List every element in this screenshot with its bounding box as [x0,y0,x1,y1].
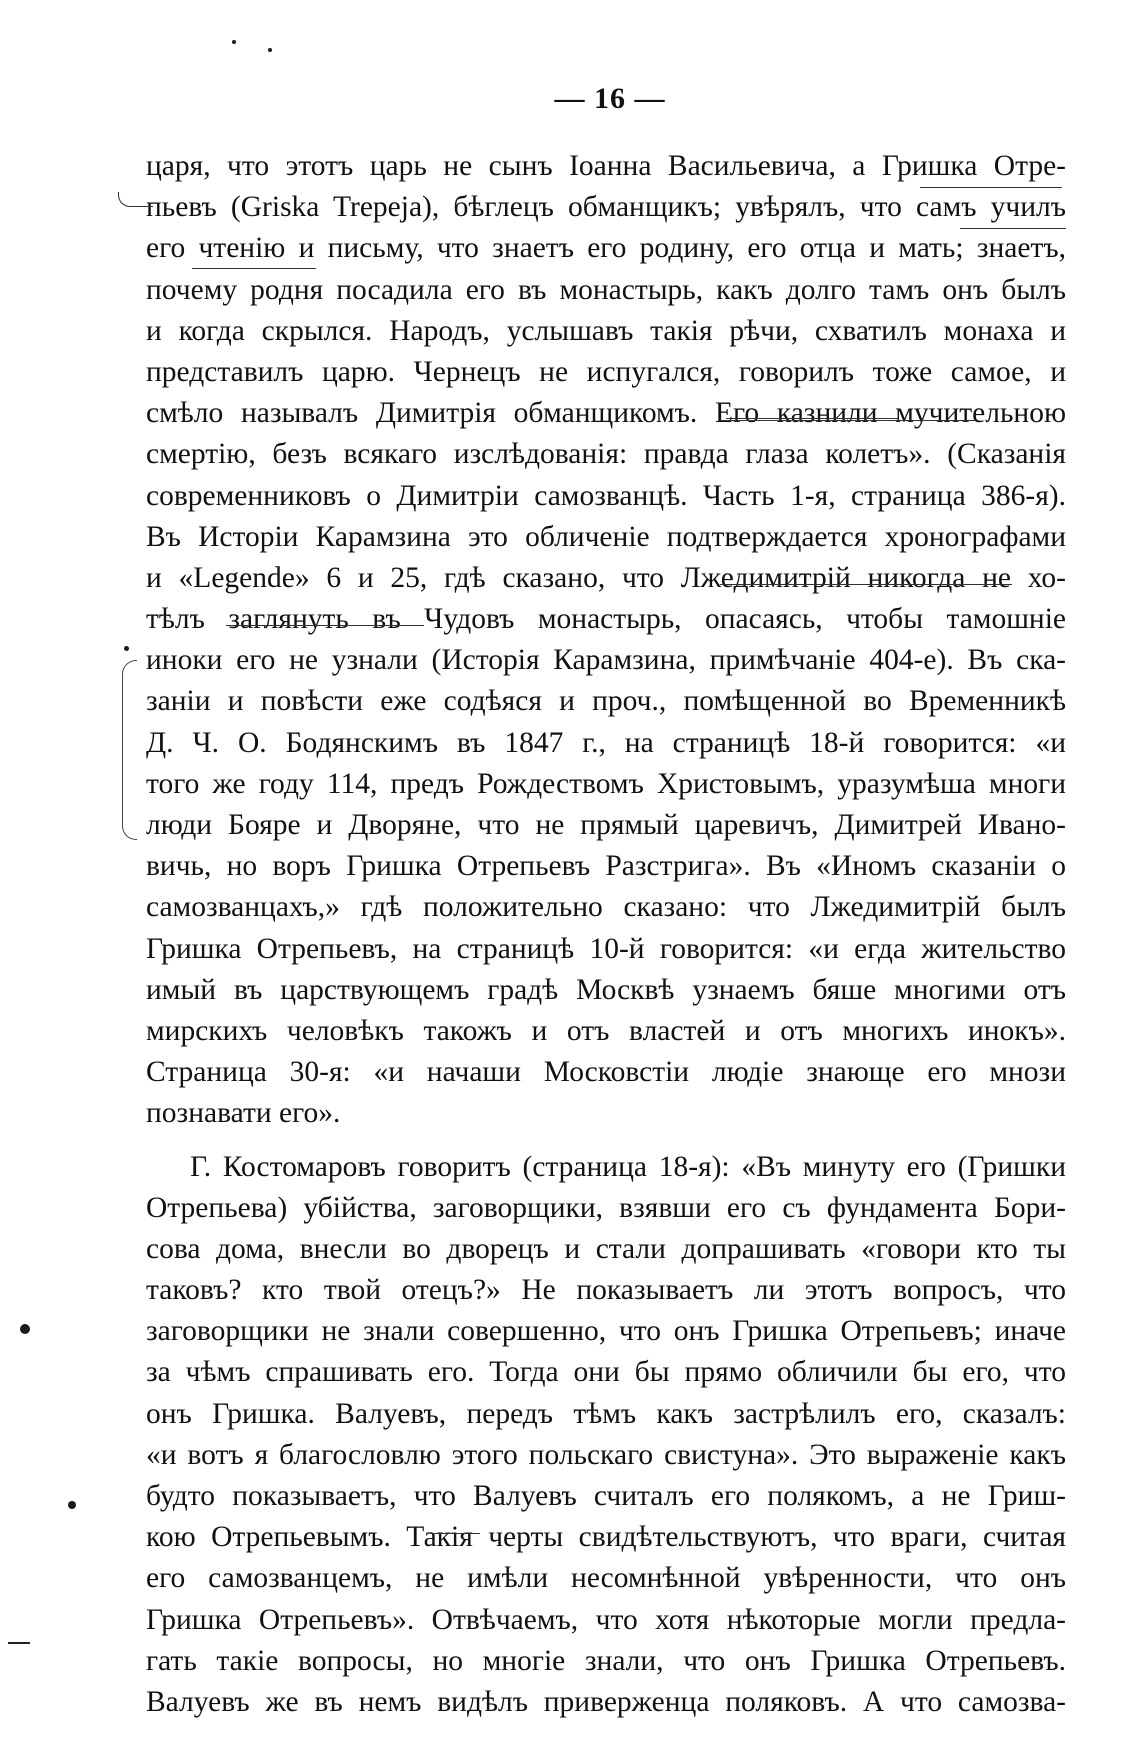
text-line: тѣлъ заглянуть въ Чудовъ монастырь, опасаясь, чтобы тамошніе [146,603,1066,636]
text-line: «и вотъ я благословлю этого польскаго свистуна». Это выраженіе какъ [146,1438,1066,1471]
text-line: кою Отрепьевымъ. Такія черты свидѣтельствуютъ, что враги, считая [146,1521,1066,1554]
pencil-underline [920,187,1062,188]
text-line: его самозванцемъ, не имѣли несомнѣнной увѣренности, что онъ [146,1562,1066,1595]
text-line: Г. Костомаровъ говоритъ (страница 18-я): «Въ минуту его (Гришки [190,1150,1066,1183]
margin-dot-mark [20,1324,30,1334]
text-line: заговорщики не знали совершенно, что онъ Гришка Отрепьевъ; иначе [146,1315,1066,1348]
text-line: люди Бояре и Дворяне, что не прямый царевичъ, Димитрей Ивано- [146,809,1066,841]
text-line: представилъ царю. Чернецъ не испугался, говорилъ тоже самое, и [146,355,1066,388]
text-line: таковъ? кто твой отецъ?» Не показываетъ ли этотъ вопросъ, что [146,1274,1066,1307]
text-line: того же году 114, предъ Рождествомъ Христовымъ, уразумѣша многи [146,767,1066,800]
text-line: Д. Ч. О. Бодянскимъ въ 1847 г., на страницѣ 18-й говорится: «и [146,726,1066,759]
margin-dot-mark [68,1501,76,1509]
margin-dot-mark [124,646,129,651]
margin-dot-mark [232,40,236,44]
text-line: смертію, безъ всякаго изслѣдованія: правда глаза колетъ». (Сказанія [146,438,1066,471]
text-line: будто показываетъ, что Валуевъ считалъ его полякомъ, а не Гриш- [146,1480,1066,1512]
margin-bracket-mark [122,660,137,840]
text-line: вичь, но воръ Гришка Отрепьевъ Разстрига». Въ «Иномъ сказаніи о [146,850,1066,883]
text-line: его чтенію и письму, что знаетъ его родину, его отца и мать; знаетъ, [146,232,1066,265]
text-line: современниковъ о Димитріи самозванцѣ. Часть 1-я, страница 386-я). [146,479,1066,512]
pencil-underline [192,268,316,269]
text-line: самозванцахъ,» гдѣ положительно сказано: что Лжедимитрій былъ [146,891,1066,924]
text-line: познавати его». [146,1097,341,1130]
margin-dot-mark [268,48,272,52]
text-line: Отрепьева) убійства, заговорщики, взявши его съ фундамента Бори- [146,1191,1066,1224]
paragraph-gap [146,1135,1066,1147]
margin-tick-mark [8,1642,30,1644]
text-line: Гришка Отрепьевъ, на страницѣ 10-й говорится: «и егда жительство [146,932,1066,965]
pencil-underline [726,418,898,419]
pencil-underline [960,228,1066,229]
page-number: — 16 — [554,82,666,115]
text-line: гать такіе вопросы, но многіе знали, что онъ Гришка Отрепьевъ. [146,1644,1066,1677]
text-line: Валуевъ же въ немъ видѣлъ приверженца поляковъ. А что самозва- [146,1685,1066,1718]
text-line: иноки его не узнали (Исторія Карамзина, примѣчаніе 404-е). Въ ска- [146,644,1066,677]
text-line: и когда скрылся. Народъ, услышавъ такія рѣчи, схватилъ монаха и [146,314,1066,347]
text-line: и «Legende» 6 и 25, гдѣ сказано, что Лжедимитрій никогда не хо- [146,561,1066,594]
text-line: Въ Исторіи Карамзина это обличеніе подтверждается хронографами [146,520,1066,553]
text-line: царя, что этотъ царь не сынъ Іоанна Васильевича, а Гришка Отре- [146,150,1066,182]
margin-hook-mark [118,192,153,207]
text-line: за чѣмъ спрашивать его. Тогда они бы прямо обличили бы его, что [146,1356,1066,1389]
text-line: сова дома, внесли во дворецъ и стали допрашивать «говори кто ты [146,1232,1066,1265]
text-line: заніи и повѣсти еже содѣяся и проч., помѣщенной во Временникѣ [146,685,1066,718]
text-line: Гришка Отрепьевъ». Отвѣчаемъ, что хотя нѣкоторые могли предла- [146,1603,1066,1636]
pencil-underline [720,420,976,421]
pencil-underline [720,584,1012,585]
text-line: онъ Гришка. Валуевъ, передъ тѣмъ какъ застрѣлилъ его, сказалъ: [146,1397,1066,1430]
text-line: мирскихъ человѣкъ такожъ и отъ властей и отъ многихъ инокъ». [146,1014,1066,1047]
text-line: пьевъ (Griska Trepeja), бѣглецъ обманщикъ; увѣрялъ, что самъ училъ [146,191,1066,224]
pencil-underline [226,625,424,626]
text-line: смѣло называлъ Димитрія обманщикомъ. Его казнили мучительною [146,397,1066,430]
text-line: имый въ царствующемъ градѣ Москвѣ узнаемъ бяше многими отъ [146,973,1066,1006]
text-line: Страница 30-я: «и начаши Московстіи людіе знающе его мнози [146,1056,1066,1089]
body-text [146,146,1066,1723]
pencil-underline [430,1533,480,1534]
text-line: почему родня посадила его въ монастырь, какъ долго тамъ онъ былъ [146,273,1066,306]
